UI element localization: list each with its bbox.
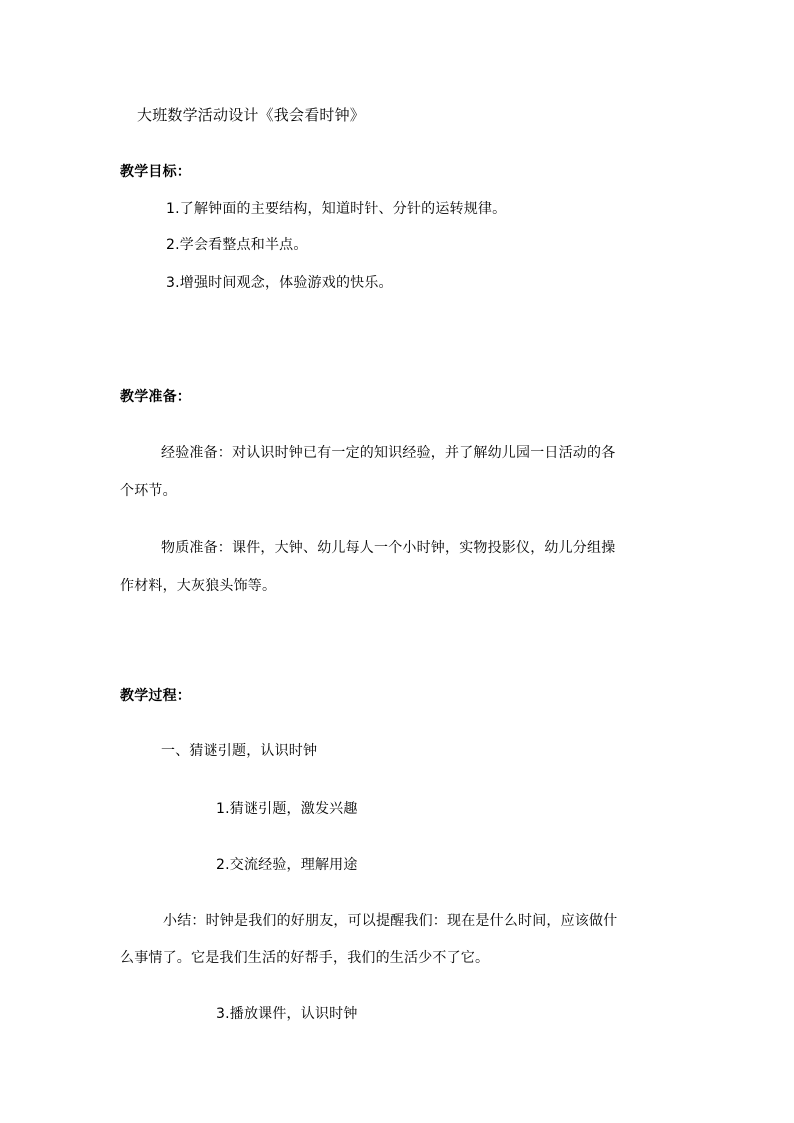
material-prep-line-2: 作材料，大灰狼头饰等。: [120, 578, 277, 594]
document-title: 大班数学活动设计《我会看时钟》: [137, 106, 366, 124]
goal-item-3: 3.增强时间观念，体验游戏的快乐。: [166, 275, 393, 291]
material-prep-line-1: 物质准备：课件，大钟、幼儿每人一个小时钟，实物投影仪，幼儿分组操: [161, 540, 616, 556]
preparation-heading: 教学准备：: [120, 389, 191, 405]
goal-item-1: 1.了解钟面的主要结构，知道时针、分针的运转规律。: [166, 201, 507, 217]
goal-item-2: 2.学会看整点和半点。: [166, 237, 308, 253]
process-section-1: 一、猜谜引题，认识时钟: [161, 743, 318, 759]
experience-prep-line-1: 经验准备：对认识时钟已有一定的知识经验，并了解幼儿园一日活动的各: [161, 445, 616, 461]
process-step-2: 2.交流经验，理解用途: [216, 857, 358, 873]
process-step-1: 1.猜谜引题，激发兴趣: [216, 801, 358, 817]
experience-prep-line-2: 个环节。: [120, 483, 177, 499]
summary-line-1: 小结：时钟是我们的好朋友，可以提醒我们：现在是什么时间，应该做什: [163, 913, 618, 929]
process-heading: 教学过程：: [120, 688, 191, 704]
process-step-3: 3.播放课件，认识时钟: [216, 1006, 358, 1022]
goals-heading: 教学目标：: [120, 164, 191, 180]
summary-line-2: 么事情了。它是我们生活的好帮手，我们的生活少不了它。: [120, 950, 490, 966]
